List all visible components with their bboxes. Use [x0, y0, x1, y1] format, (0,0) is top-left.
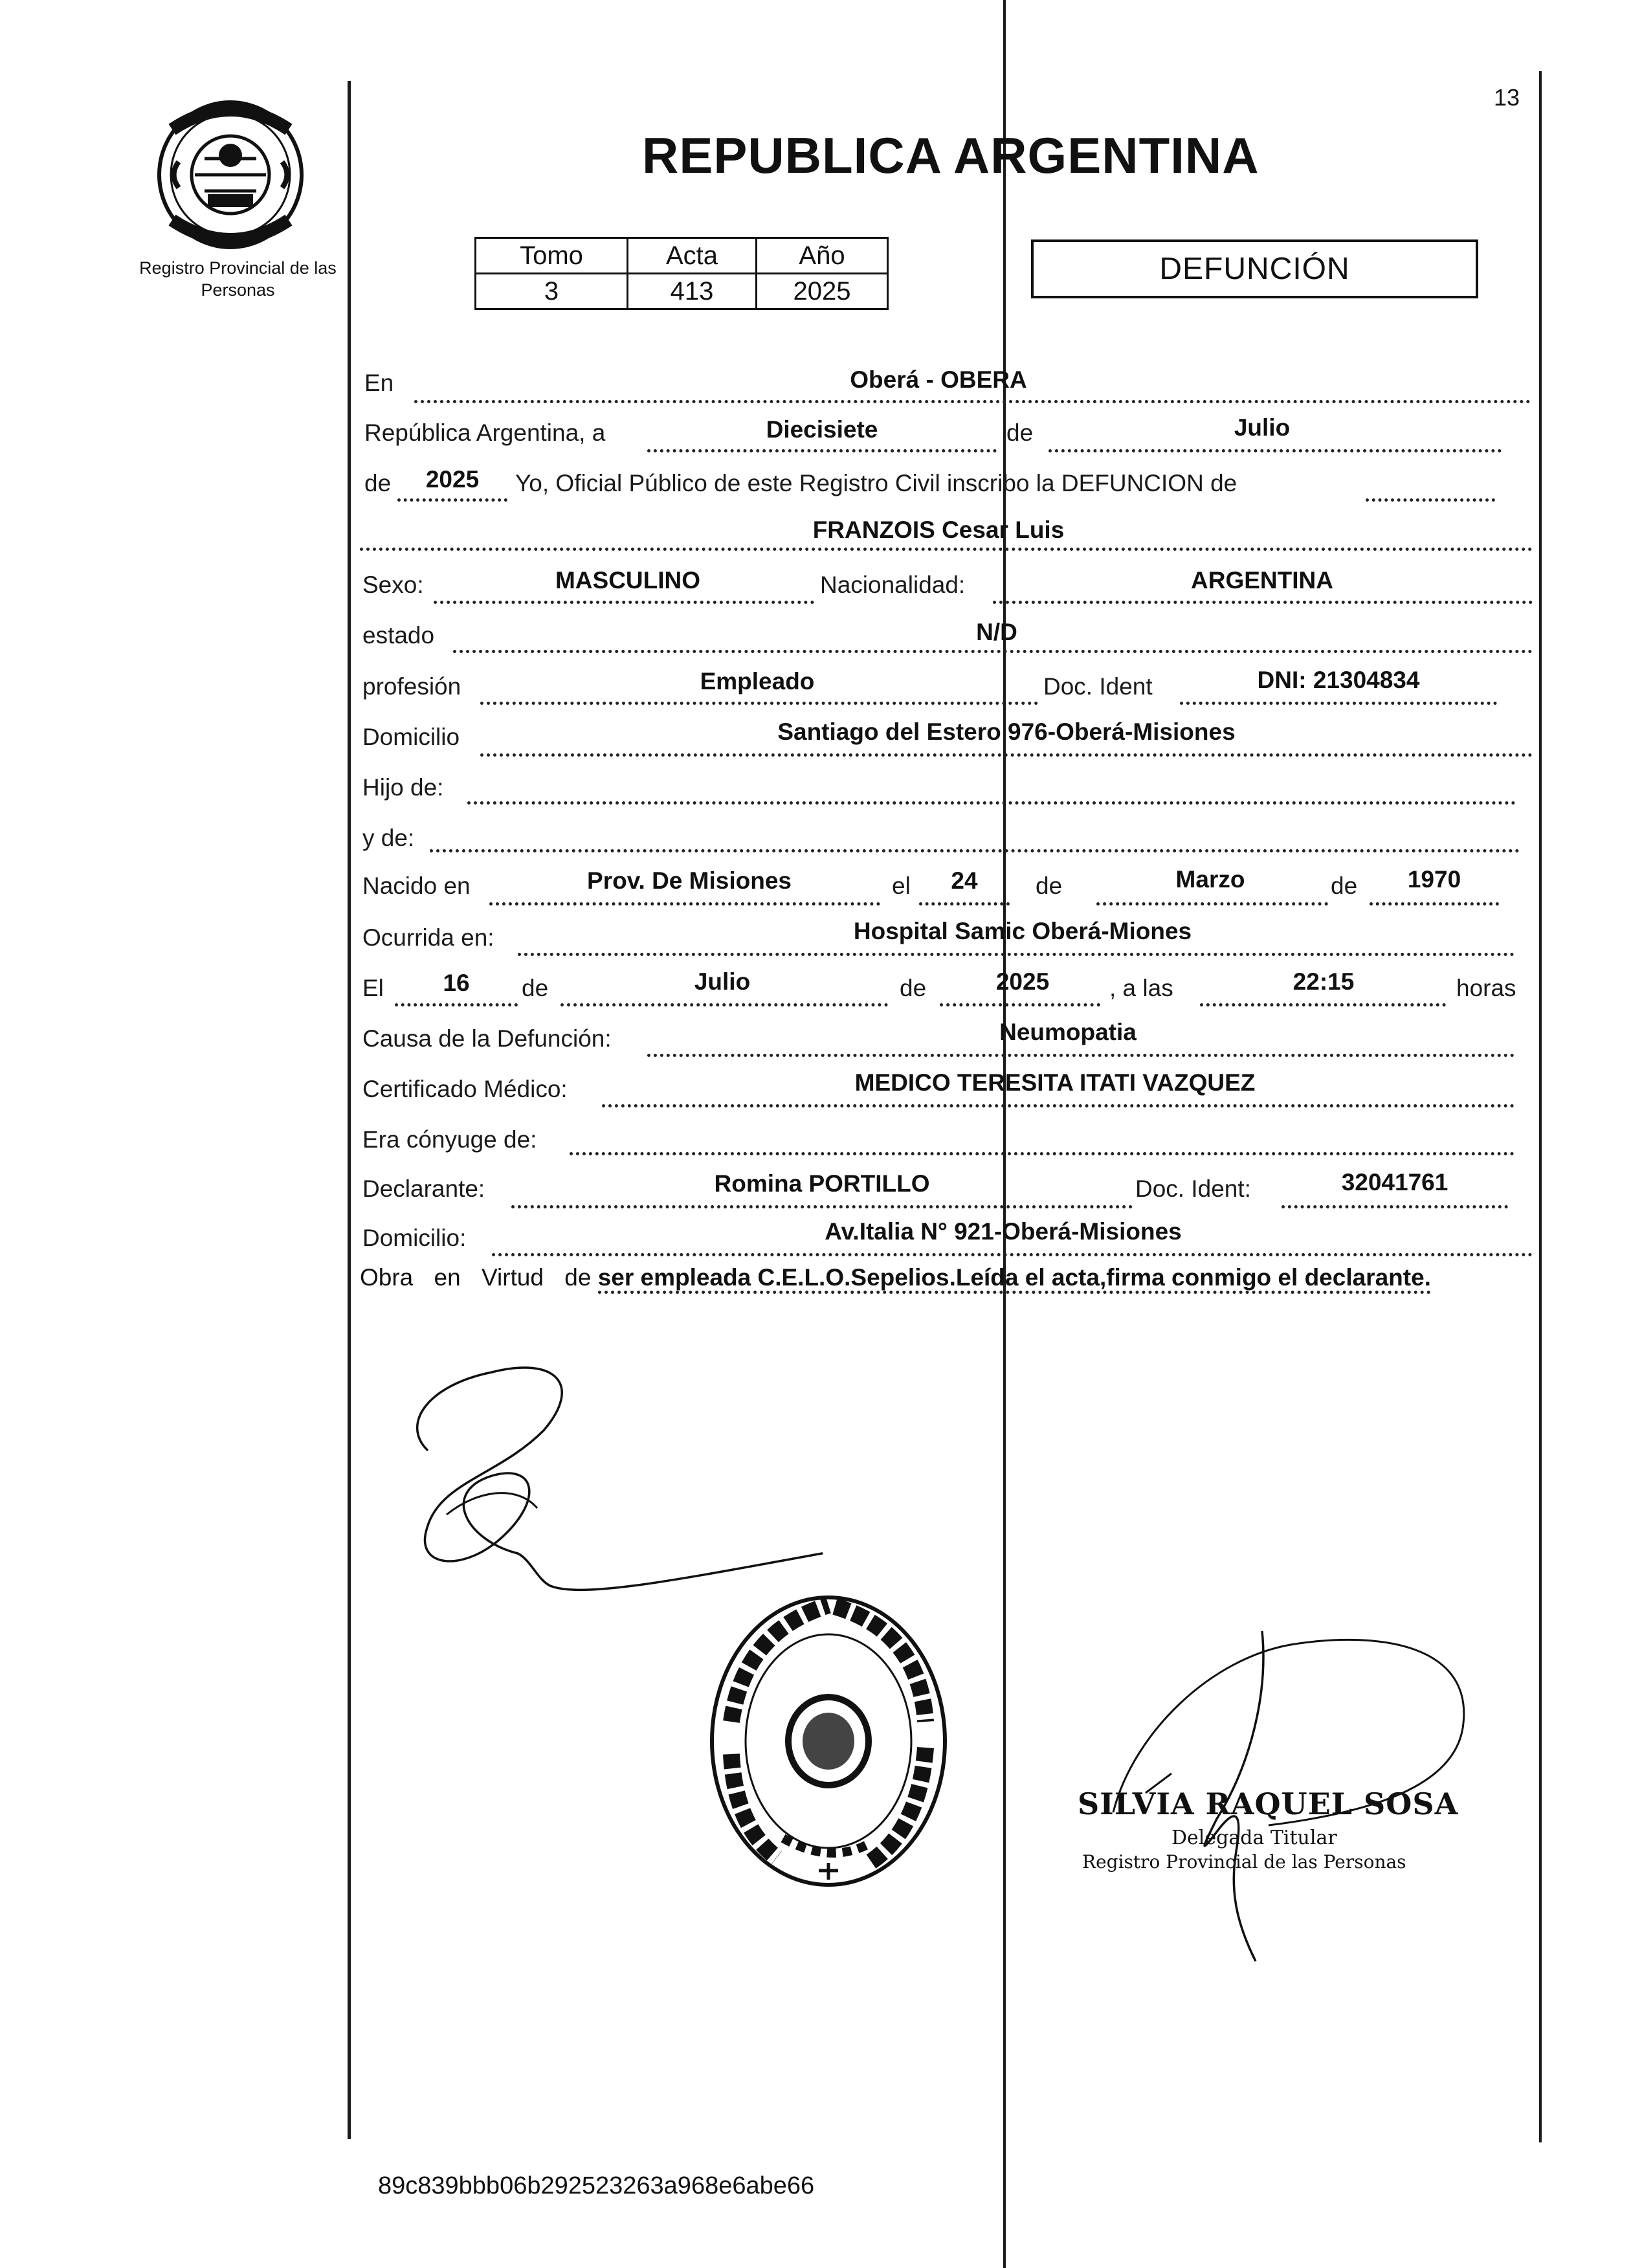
- label-yo-oficial: Yo, Oficial Público de este Registro Civil inscribo la DEFUNCION de: [515, 470, 1237, 496]
- declarant-signature: [388, 1346, 880, 1618]
- dotted-line: [1200, 1003, 1446, 1006]
- birthplace-value: Prov. De Misiones: [587, 867, 792, 894]
- label-sexo: Sexo:: [362, 572, 424, 598]
- birth-year-value: 1970: [1407, 866, 1461, 893]
- cause-of-death-value: Neumopatia: [999, 1019, 1137, 1045]
- label-el: el: [892, 873, 911, 899]
- label-en: En: [364, 370, 394, 396]
- day-words-value: Diecisiete: [766, 416, 878, 443]
- dotted-line: [360, 548, 1533, 551]
- dotted-line: [1048, 449, 1502, 452]
- dotted-line: [993, 601, 1533, 604]
- dotted-line: [480, 753, 1533, 757]
- dotted-line: [919, 902, 1010, 906]
- official-org: Registro Provincial de las Personas: [1082, 1851, 1406, 1873]
- obra-en-virtud-text: [360, 1262, 1533, 1293]
- dotted-line: [414, 400, 1531, 403]
- dotted-line: [1370, 902, 1499, 906]
- dotted-line: [602, 1104, 1514, 1107]
- left-margin-line: [348, 81, 351, 2139]
- dotted-line: [647, 449, 997, 452]
- obra-en-virtud-value: ser empleada C.E.L.O.Sepelios.Leída el acta,firma conmigo el declarante.: [598, 1264, 1431, 1294]
- label-conyuge: Era cónyuge de:: [362, 1126, 537, 1153]
- label-doc-ident: Doc. Ident: [1043, 673, 1153, 700]
- dotted-line: [570, 1152, 1514, 1155]
- table-header: Tomo: [476, 238, 628, 274]
- death-day-value: 16: [443, 970, 470, 996]
- dotted-line: [489, 902, 880, 906]
- place-value: Oberá - OBERA: [850, 366, 1027, 393]
- deceased-name: FRANZOIS Cesar Luis: [812, 517, 1065, 543]
- registry-label: Registro Provincial de las Personas: [139, 258, 337, 300]
- dotted-line: [467, 801, 1516, 805]
- label-profesion: profesión: [362, 673, 461, 700]
- label-republica: República Argentina, a: [364, 419, 606, 446]
- dotted-line: [453, 650, 1533, 653]
- civil-status-value: N/D: [976, 619, 1017, 645]
- provincial-seal-icon: [153, 97, 308, 252]
- declarant-name-value: Romina PORTILLO: [714, 1170, 930, 1197]
- table-cell: 413: [628, 274, 757, 309]
- death-year-value: 2025: [995, 968, 1050, 995]
- label-de: de: [364, 470, 392, 496]
- dotted-line: [434, 601, 814, 604]
- label-y-de: y de:: [362, 825, 415, 851]
- table-header: Año: [757, 238, 888, 274]
- death-time-value: 22:15: [1293, 968, 1355, 995]
- table-header: Acta: [628, 238, 757, 274]
- dotted-line: [560, 1003, 888, 1006]
- record-type-box: DEFUNCIÓN: [1031, 239, 1478, 298]
- year-value: 2025: [425, 466, 480, 493]
- declarant-address-value: Av.Italia N° 921-Oberá-Misiones: [825, 1218, 1182, 1245]
- certifying-doctor-value: MEDICO TERESITA ITATI VAZQUEZ: [854, 1069, 1256, 1096]
- label-de: de: [522, 975, 549, 1001]
- document-value: DNI: 21304834: [1257, 667, 1420, 693]
- label-el: El: [362, 975, 384, 1001]
- label-declarante: Declarante:: [362, 1175, 485, 1202]
- sex-value: MASCULINO: [555, 567, 701, 594]
- dotted-line: [1282, 1205, 1508, 1208]
- dotted-line: [1096, 902, 1328, 906]
- record-table: [474, 237, 889, 310]
- dotted-line: [395, 1003, 518, 1006]
- address-value: Santiago del Estero 976-Oberá-Misiones: [777, 718, 1236, 745]
- dotted-line: [1180, 702, 1497, 705]
- label-domicilio: Domicilio: [362, 724, 460, 750]
- death-month-value: Julio: [694, 968, 751, 995]
- dotted-line: [430, 849, 1520, 852]
- scan-fold-line: [1003, 0, 1006, 2268]
- dotted-line: [647, 1054, 1514, 1057]
- place-of-death-value: Hospital Samic Oberá-Miones: [853, 918, 1192, 944]
- label-obra-en-virtud: Obra en Virtud de: [360, 1264, 592, 1291]
- label-horas: horas: [1456, 975, 1516, 1001]
- label-a-las: , a las: [1109, 975, 1173, 1001]
- office-stamp: [705, 1592, 951, 1890]
- profession-value: Empleado: [700, 668, 815, 695]
- month-value: Julio: [1234, 414, 1291, 441]
- page-number: 13: [1494, 84, 1520, 111]
- declarant-document-value: 32041761: [1341, 1169, 1448, 1195]
- dotted-line: [480, 702, 1038, 705]
- label-de: de: [1006, 419, 1034, 446]
- label-domicilio: Domicilio:: [362, 1225, 467, 1251]
- birth-month-value: Marzo: [1175, 866, 1245, 893]
- official-role: Delegada Titular: [1171, 1827, 1337, 1849]
- dotted-line: [492, 1253, 1533, 1256]
- dotted-line: [397, 498, 507, 502]
- nationality-value: ARGENTINA: [1191, 567, 1333, 594]
- official-name: SILVIA RAQUEL SOSA: [1078, 1786, 1459, 1821]
- label-nacionalidad: Nacionalidad:: [820, 572, 966, 598]
- page-title: REPUBLICA ARGENTINA: [642, 127, 1259, 184]
- label-de: de: [1036, 873, 1063, 899]
- table-cell: 2025: [757, 274, 888, 309]
- label-de: de: [1331, 873, 1358, 899]
- document-hash: 89c839bbb06b292523263a968e6abe66: [378, 2172, 815, 2199]
- label-ocurrida-en: Ocurrida en:: [362, 924, 494, 951]
- label-nacido-en: Nacido en: [362, 873, 471, 899]
- dotted-line: [1366, 498, 1495, 502]
- label-estado: estado: [362, 622, 435, 649]
- table-cell: 3: [476, 274, 628, 309]
- dotted-line: [940, 1003, 1100, 1006]
- label-certificado: Certificado Médico:: [362, 1076, 568, 1102]
- label-hijo-de: Hijo de:: [362, 774, 444, 801]
- label-causa: Causa de la Defunción:: [362, 1025, 612, 1052]
- label-de: de: [900, 975, 927, 1001]
- birth-day-value: 24: [951, 867, 978, 894]
- dotted-line: [518, 953, 1514, 956]
- label-doc-ident: Doc. Ident:: [1135, 1175, 1251, 1202]
- dotted-line: [511, 1205, 1133, 1208]
